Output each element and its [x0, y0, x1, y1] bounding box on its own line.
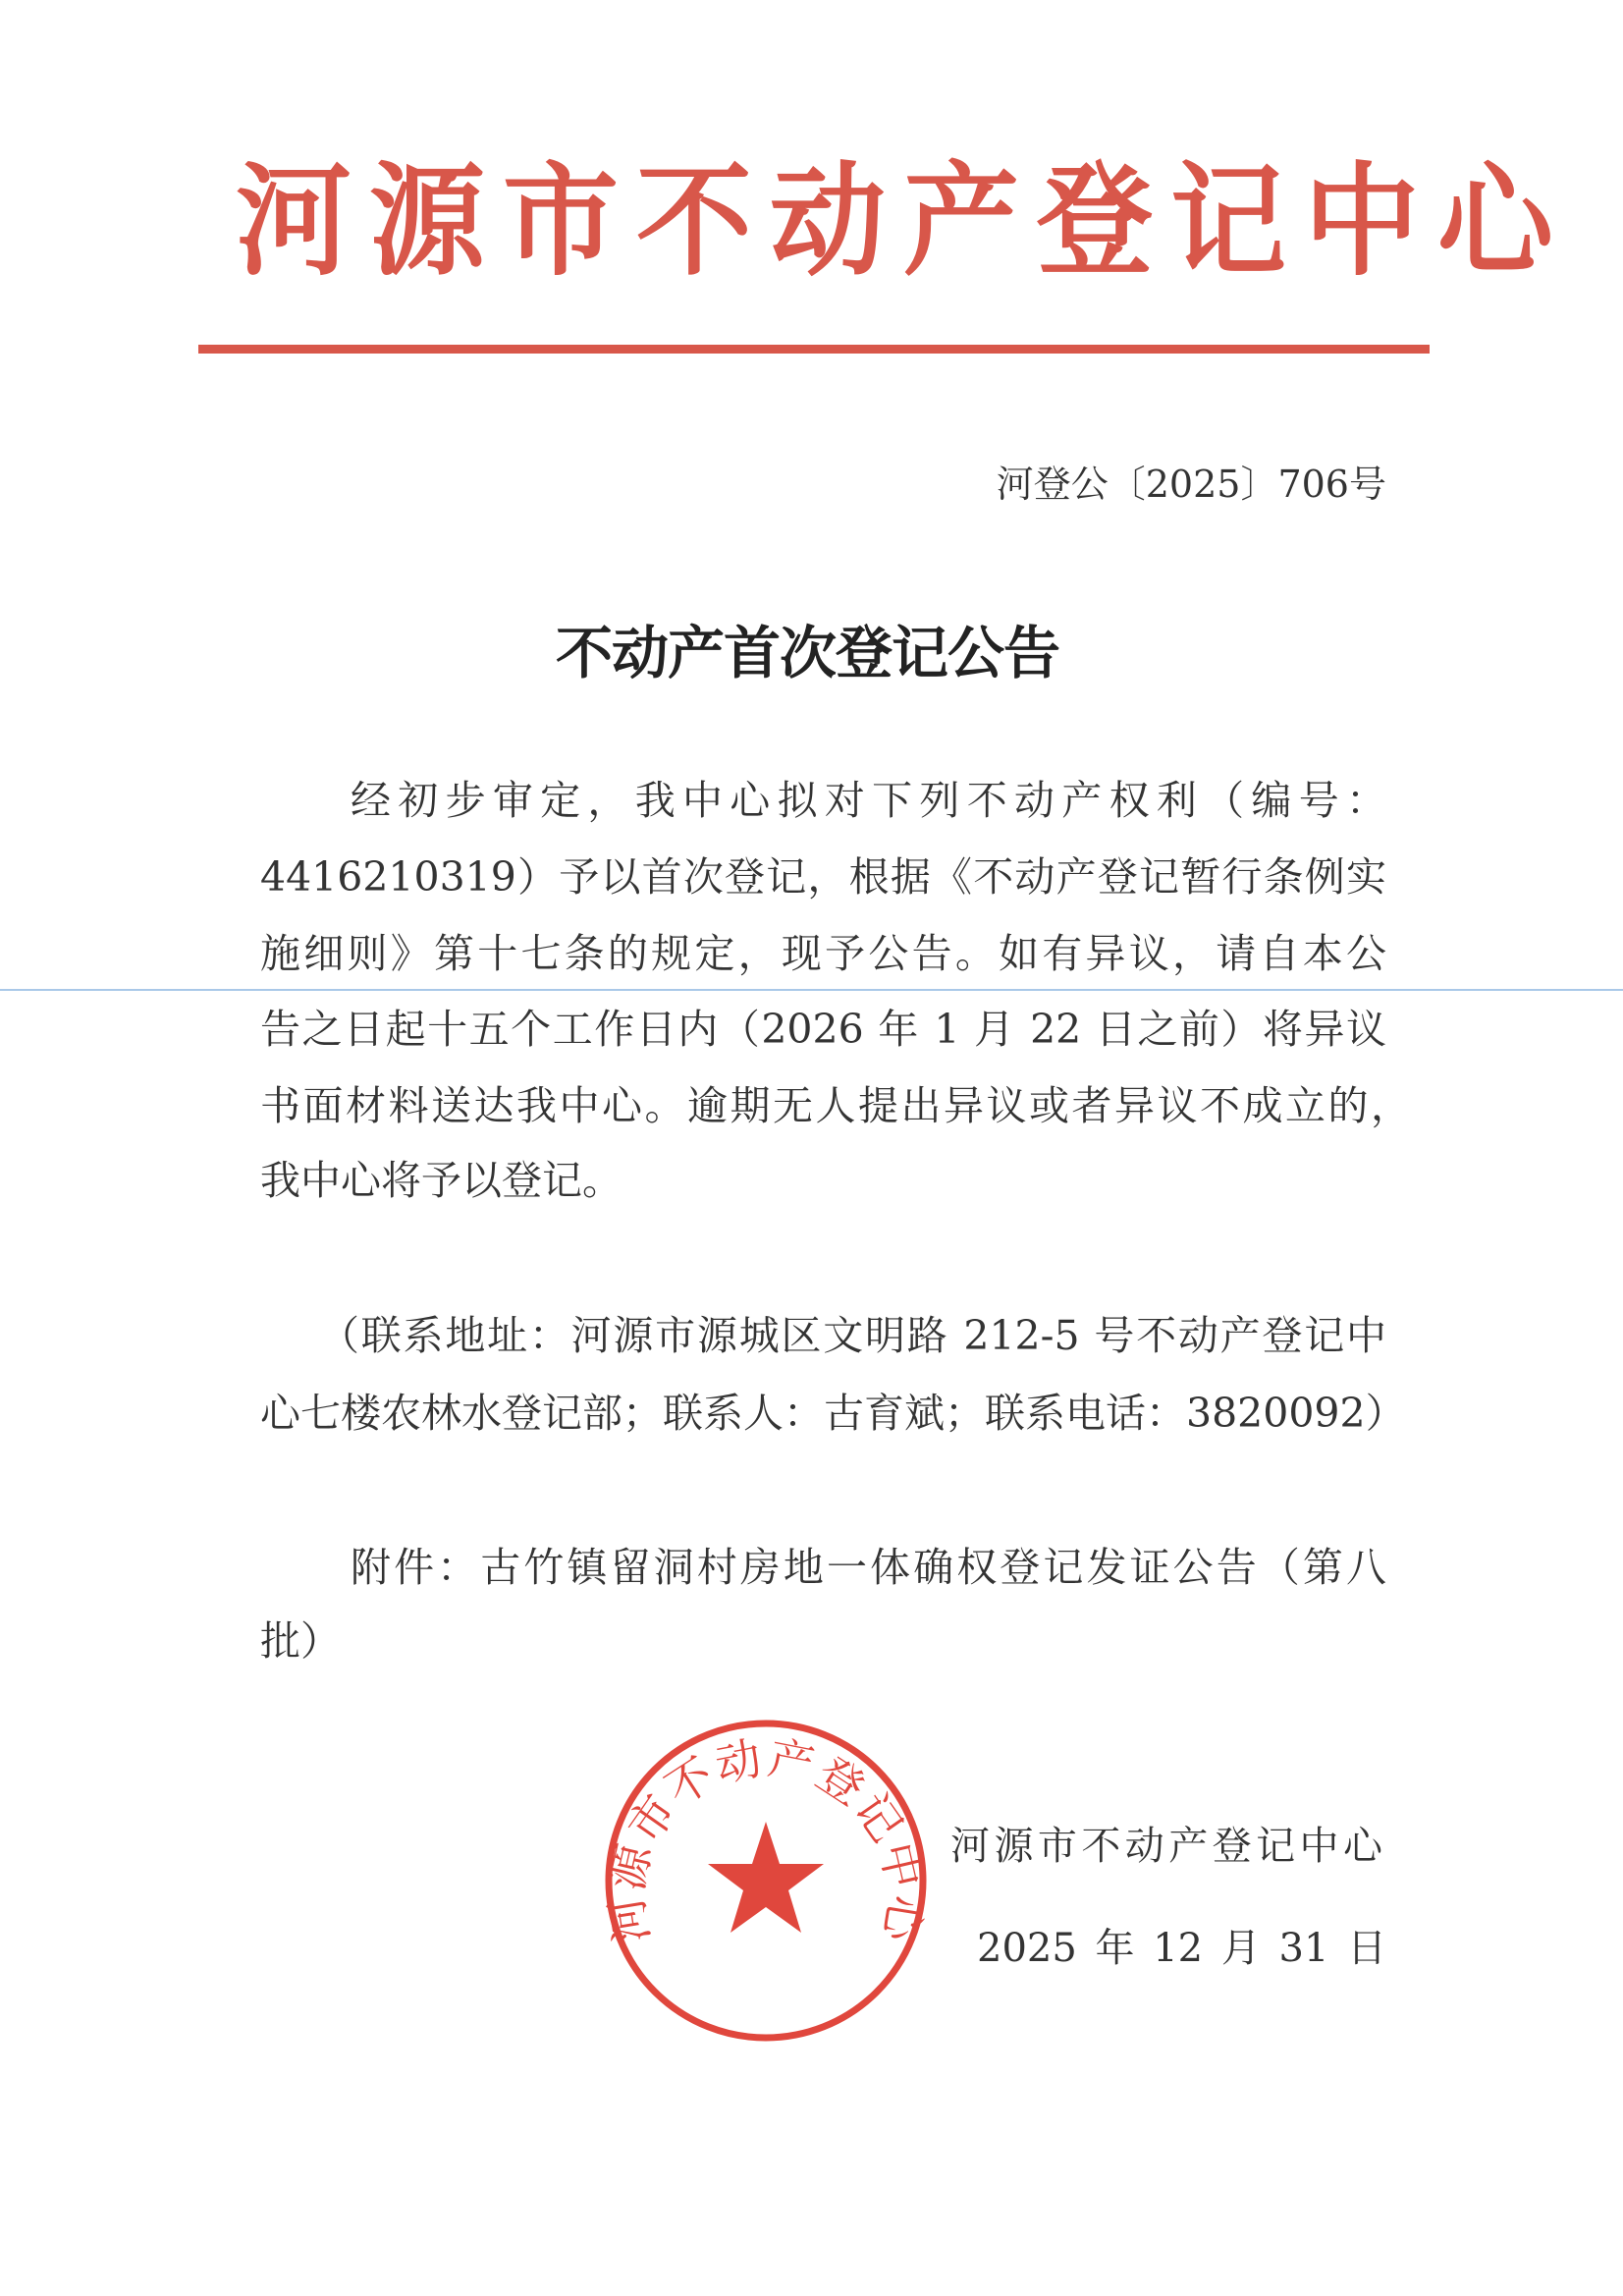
document-number: 河登公〔2025〕706号 — [996, 463, 1386, 506]
contact-line: （联系地址：河源市源城区文明路 212-5 号不动产登记中 — [319, 1312, 1386, 1359]
body-line: 告之日起十五个工作日内（2026 年 1 月 22 日之前）将异议 — [260, 1006, 1386, 1053]
header-divider — [198, 345, 1430, 354]
body-line: 书面材料送达我中心。逾期无人提出异议或者异议不成立的， — [260, 1082, 1411, 1129]
body-line: 我中心将予以登记。 — [260, 1157, 622, 1204]
scan-artifact-line — [0, 989, 1623, 991]
official-seal — [599, 1714, 933, 2048]
signature-organization: 河源市不动产登记中心 — [950, 1824, 1382, 1869]
organization-header: 河源市不动产登记中心 — [236, 148, 1572, 293]
attachment-line: 批） — [260, 1617, 341, 1665]
seal-text: 河源市不动产登记中心 — [599, 1730, 933, 1947]
body-line: 施细则》第十七条的规定，现予公告。如有异议，请自本公 — [260, 930, 1386, 977]
issue-date: 2025 年 12 月 31 日 — [977, 1926, 1387, 1971]
document-title: 不动产首次登记公告 — [556, 620, 1060, 686]
star-icon — [708, 1822, 824, 1933]
body-line: 4416210319）予以首次登记，根据《不动产登记暂行条例实 — [260, 853, 1386, 901]
body-line: 经初步审定，我中心拟对下列不动产权利（编号： — [351, 777, 1386, 824]
attachment-line: 附件：古竹镇留洞村房地一体确权登记发证公告（第八 — [351, 1544, 1386, 1591]
contact-line: 心七楼农林水登记部；联系人：古育斌；联系电话：3820092） — [260, 1390, 1406, 1437]
